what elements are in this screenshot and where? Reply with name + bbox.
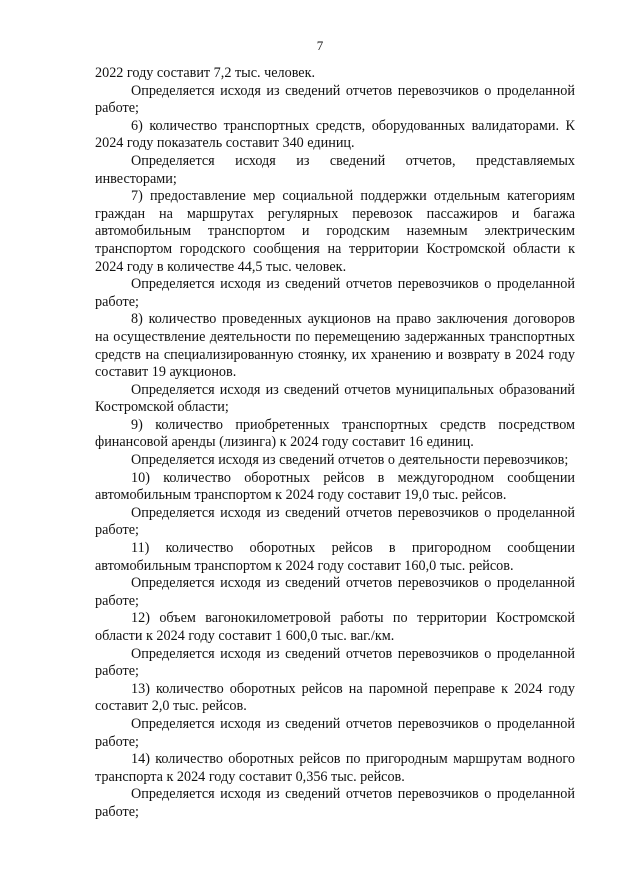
paragraph-source-note: Определяется исходя из сведений отчетов, представляемых инвесторами; xyxy=(95,152,575,187)
paragraph-indicator-11: 11) количество оборотных рейсов в пригородном сообщении автомобильным транспортом к 2024 году составит 160,0 тыс. рейсов. xyxy=(95,540,575,574)
paragraph-source-note: Определяется исходя из сведений отчетов перевозчиков о проделанной работе; xyxy=(95,575,575,609)
document-body xyxy=(95,65,575,822)
paragraph-source-note: Определяется исходя из сведений отчетов перевозчиков о проделанной работе; xyxy=(95,786,575,820)
paragraph-indicator-12: 12) объем вагонокилометровой работы по территории Костромской области к 2024 году составит 1 600,0 тыс. ваг./км. xyxy=(95,610,575,644)
paragraph-indicator-9: 9) количество приобретенных транспортных средств посредством финансовой аренды (лизинга) к 2024 году составит 16 единиц. xyxy=(95,416,575,451)
paragraph-source-note: Определяется исходя из сведений отчетов перевозчиков о проделанной работе; xyxy=(95,715,575,750)
paragraph-source-note: Определяется исходя из сведений отчетов перевозчиков о проделанной работе; xyxy=(95,504,575,539)
paragraph-indicator-8: 8) количество проведенных аукционов на право заключения договоров на осуществление деятельности по перемещению задержанных транспортных средств на специализированную стоянку, их хранению и возврату в 2024 году составит 19 аукционов. xyxy=(95,311,575,381)
paragraph-indicator-10: 10) количество оборотных рейсов в междугородном сообщении автомобильным транспортом к 2024 году составит 19,0 тыс. рейсов. xyxy=(95,469,575,504)
paragraph-indicator-7: 7) предоставление мер социальной поддержки отдельным категориям граждан на маршрутах регулярных перевозок пассажиров и багажа автомобильным транспортом и городским наземным электрическим транспортом городского сообщения на территории Костромской области к 2024 году в количестве 44,5 тыс. человек. xyxy=(95,188,575,275)
paragraph-source-note: Определяется исходя из сведений отчетов о деятельности перевозчиков; xyxy=(131,452,569,469)
paragraph-source-note: Определяется исходя из сведений отчетов муниципальных образований Костромской области; xyxy=(95,381,575,416)
paragraph-indicator-6: 6) количество транспортных средств, оборудованных валидаторами. К 2024 году показатель составит 340 единиц. xyxy=(95,117,575,152)
page-number: 7 xyxy=(316,38,324,53)
paragraph-continuation: 2022 году составит 7,2 тыс. человек. xyxy=(95,65,316,81)
paragraph-source-note: Определяется исходя из сведений отчетов перевозчиков о проделанной работе; xyxy=(95,276,575,310)
paragraph-source-note: Определяется исходя из сведений отчетов перевозчиков о проделанной работе; xyxy=(95,82,575,117)
paragraph-source-note: Определяется исходя из сведений отчетов перевозчиков о проделанной работе; xyxy=(95,645,575,680)
paragraph-indicator-14: 14) количество оборотных рейсов по пригородным маршрутам водного транспорта к 2024 году составит 0,356 тыс. рейсов. xyxy=(95,751,575,785)
paragraph-indicator-13: 13) количество оборотных рейсов на паромной переправе к 2024 году составит 2,0 тыс. рейсов. xyxy=(95,680,575,715)
